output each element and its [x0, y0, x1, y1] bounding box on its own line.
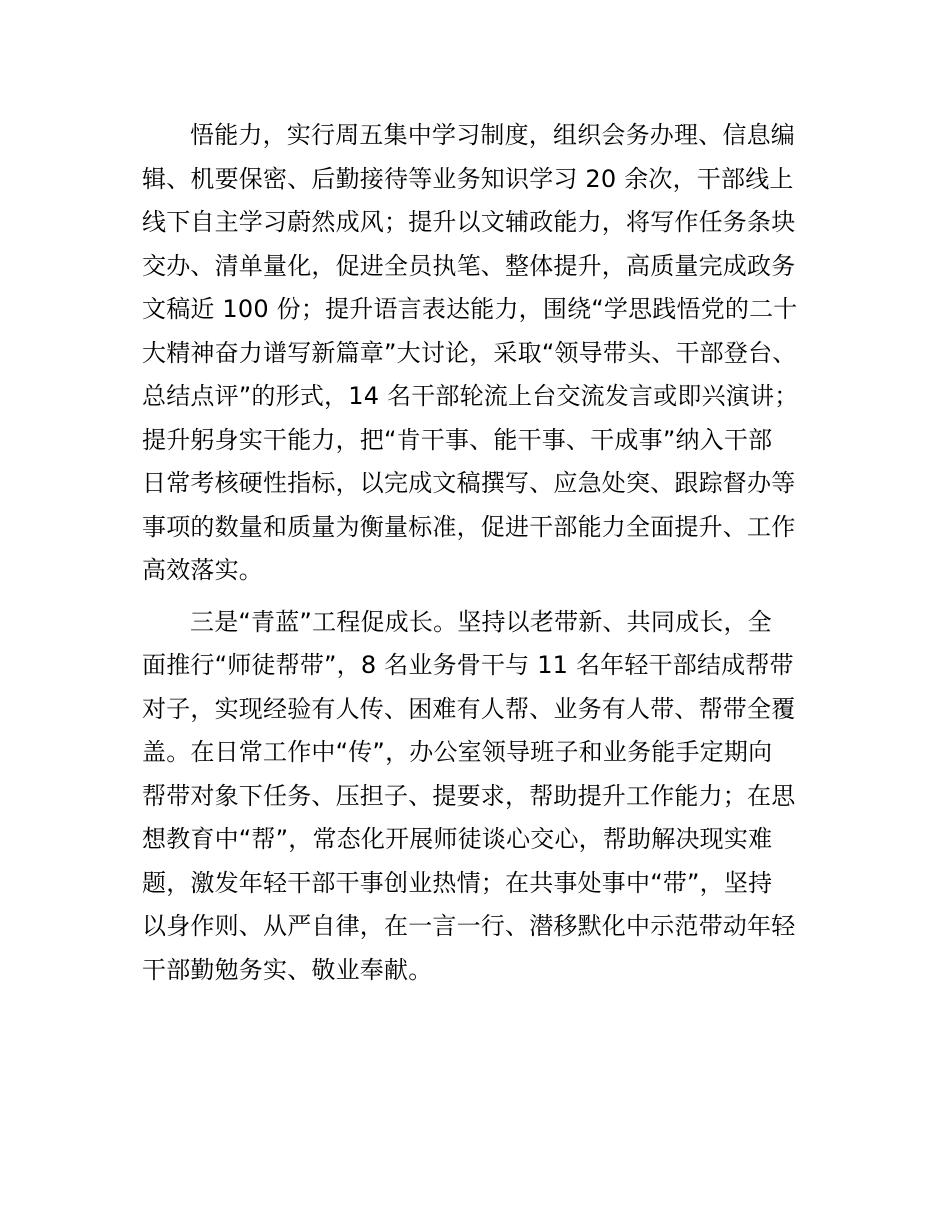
- text-line: 干部勤勉务实、敬业奉献。: [142, 955, 433, 984]
- text-line: 以身作则、从严自律，在一言一行、潜移默化中示范带动年轻: [142, 912, 796, 940]
- text-line: 文稿近 100 份；提升语言表达能力，围绕“学思践悟党的二十: [142, 295, 798, 323]
- text-line: 对子，实现经验有人传、困难有人帮、业务有人带、帮带全覆: [142, 694, 796, 723]
- text-line: 面推行“师徒帮带”，8 名业务骨干与 11 名年轻干部结成帮带: [142, 651, 794, 679]
- text-line: 帮带对象下任务、压担子、提要求，帮助提升工作能力；在思: [142, 781, 796, 810]
- text-line: 想教育中“帮”，常态化开展师徒谈心交心，帮助解决现实难: [142, 825, 773, 853]
- text-line: 交办、清单量化，促进全员执笔、整体提升，高质量完成政务: [142, 251, 796, 280]
- paragraph-spacer: [142, 593, 822, 601]
- text-line: 盖。在日常工作中“传”，办公室领导班子和业务能手定期向: [142, 738, 773, 766]
- text-line: 总结点评”的形式，14 名干部轮流上台交流发言或即兴演讲；: [142, 382, 799, 410]
- text-line: 三是“青蓝”工程促成长。坚持以老带新、共同成长，全: [190, 607, 772, 636]
- text-line: 高效落实。: [142, 556, 263, 584]
- text-line: 大精神奋力谱写新篇章”大讨论，采取“领导带头、干部登台、: [142, 338, 797, 367]
- paragraph-2: [142, 601, 822, 993]
- paragraph-1: [142, 114, 822, 593]
- text-line: 悟能力，实行周五集中学习制度，组织会务办理、信息编: [190, 121, 795, 149]
- text-line: 辑、机要保密、后勤接待等业务知识学习 20 余次，干部线上: [142, 164, 794, 193]
- text-line: 题，激发年轻干部干事创业热情；在共事处事中“带”，坚持: [142, 868, 773, 897]
- text-line: 事项的数量和质量为衡量标准，促进干部能力全面提升、工作: [142, 512, 796, 541]
- text-line: 提升躬身实干能力，把“肯干事、能干事、干成事”纳入干部: [142, 425, 773, 454]
- text-line: 日常考核硬性指标，以完成文稿撰写、应急处突、跟踪督办等: [142, 469, 796, 497]
- body-text: [142, 114, 822, 992]
- text-line: 线下自主学习蔚然成风；提升以文辅政能力，将写作任务条块: [142, 208, 796, 236]
